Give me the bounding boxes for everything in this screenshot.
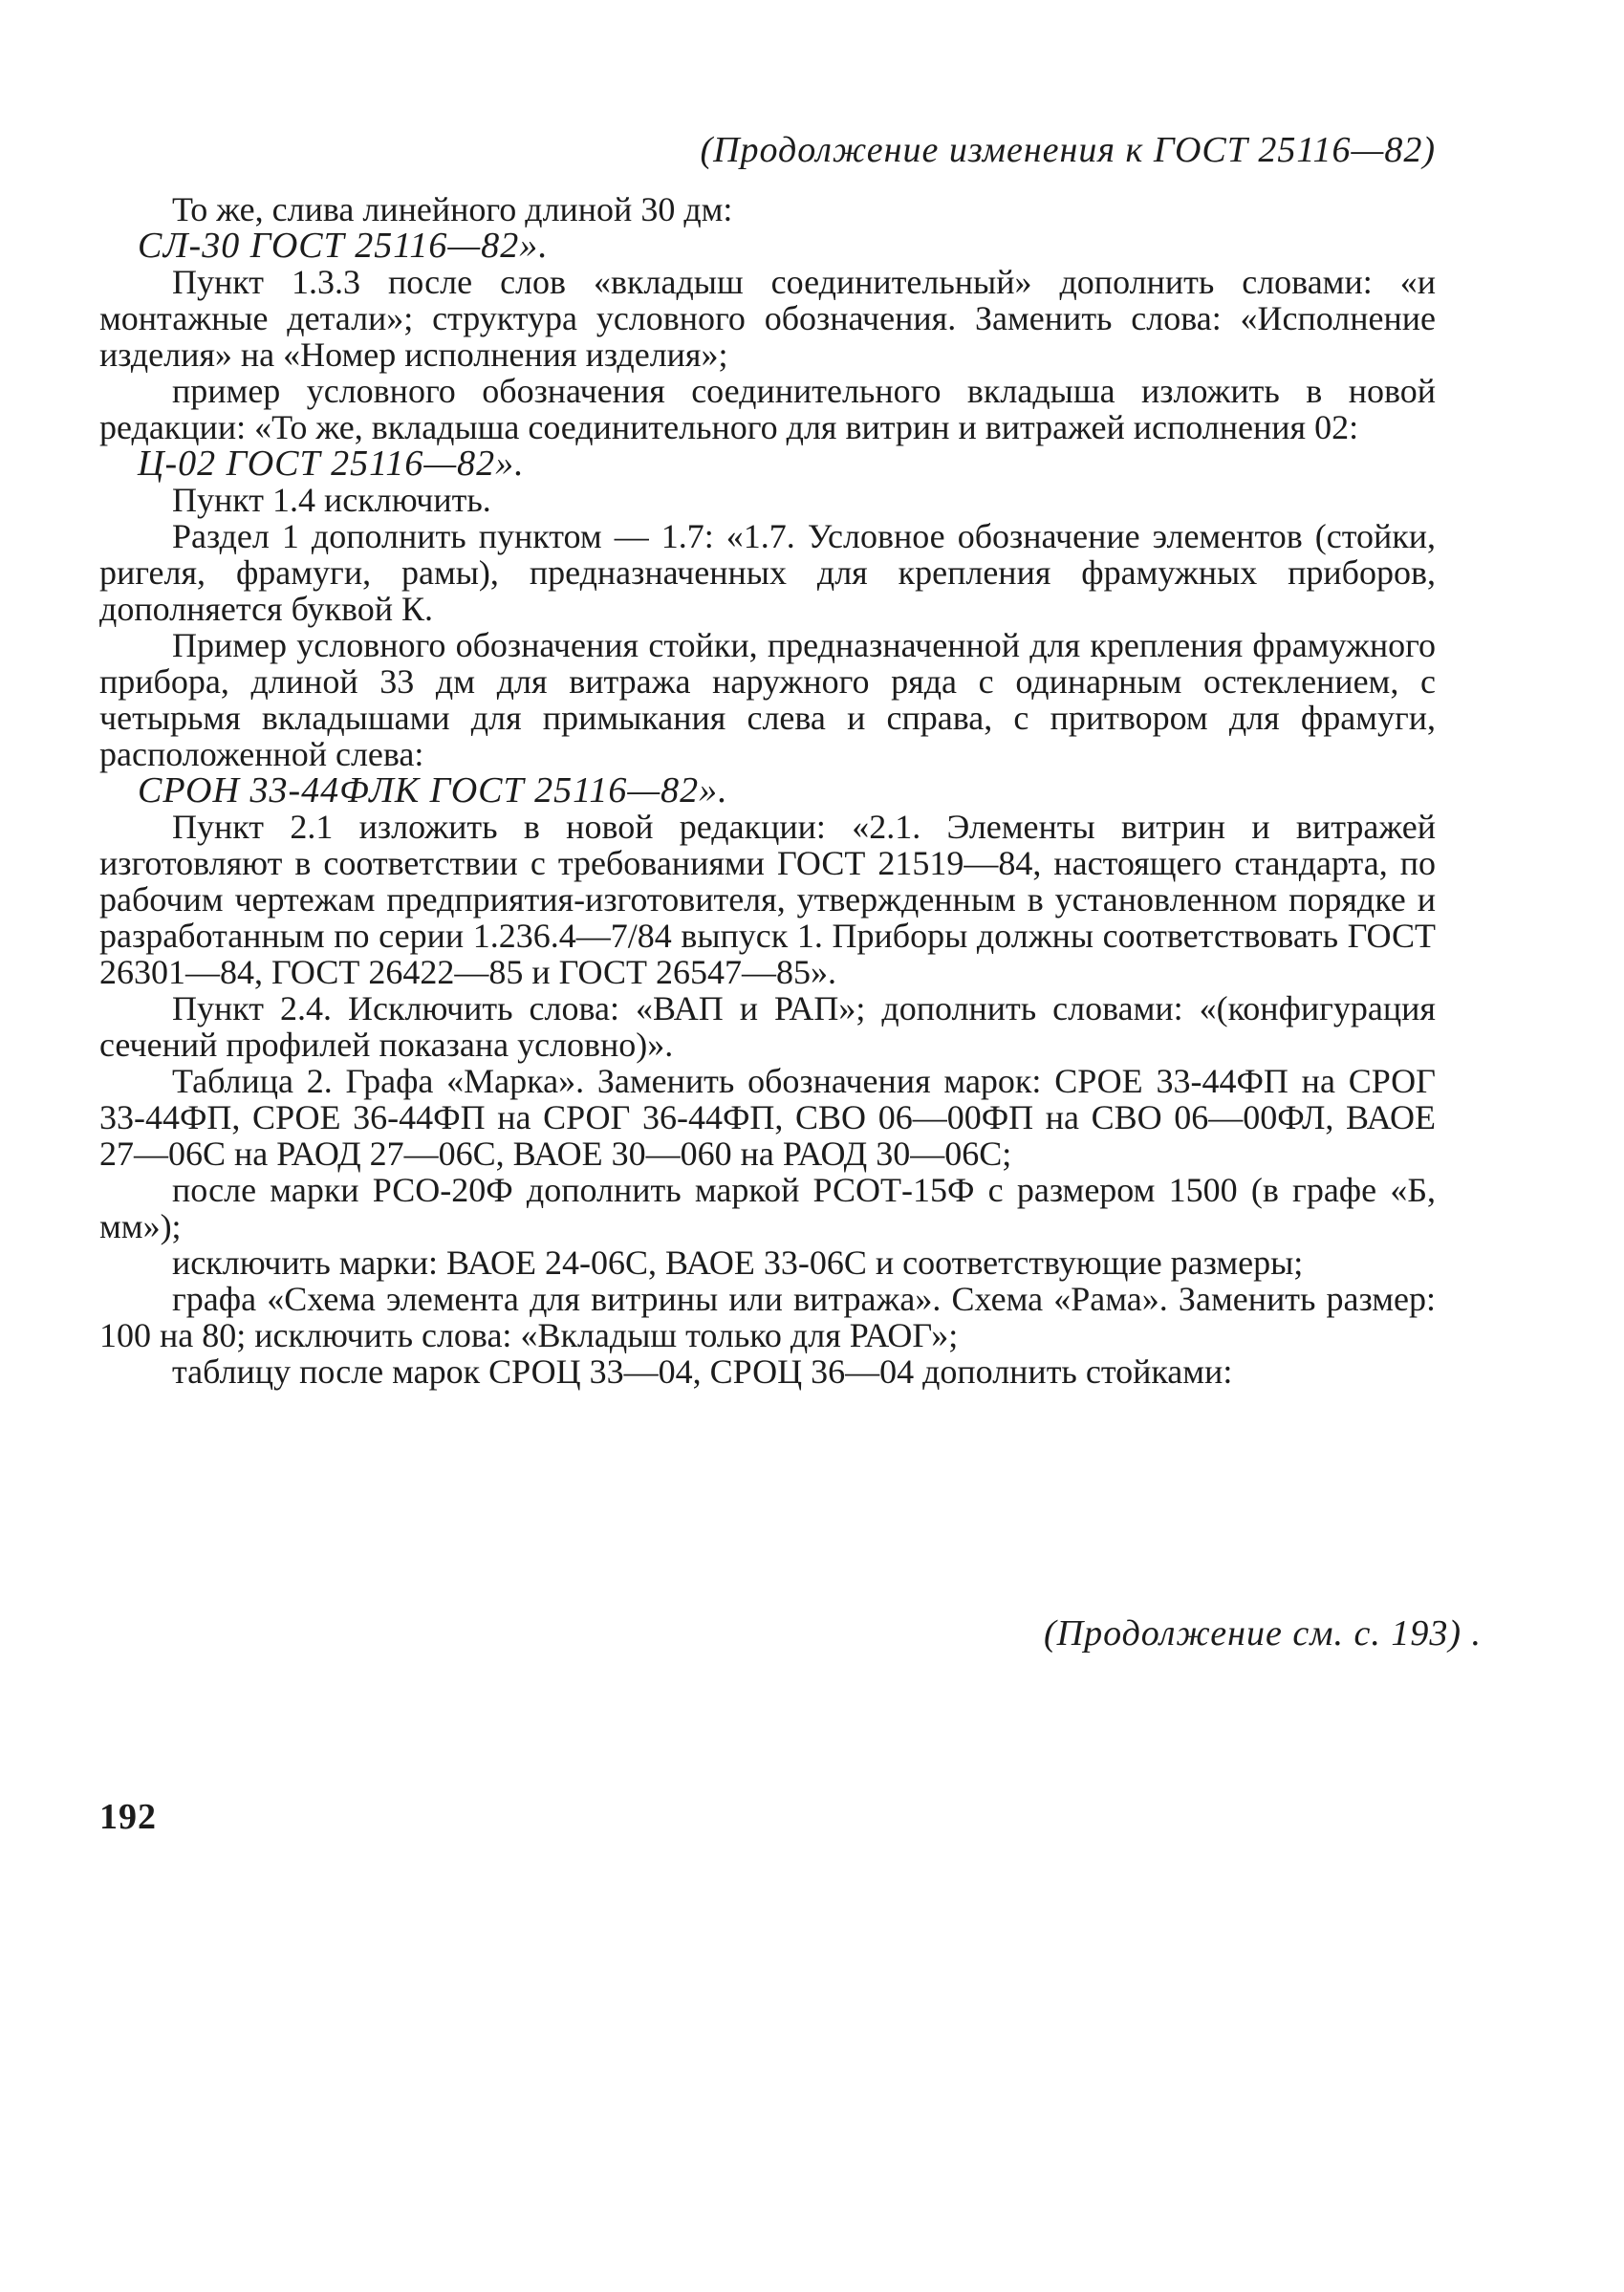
- paragraph: Раздел 1 дополнить пунктом — 1.7: «1.7. Условное обозначение элементов (стойки, ригеля, фрамуги, рамы), предназначенных для крепления фрамужных приборов, дополняется буквой К.: [99, 517, 1436, 628]
- designation-example: СЛ-30 ГОСТ 25116—82».: [138, 226, 549, 266]
- designation-example: СРОН 33-44ФЛК ГОСТ 25116—82».: [138, 770, 728, 811]
- paragraph: пример условного обозначения соединительного вкладыша изложить в новой редакции: «То же, вкладыша соединительного для витрин и витражей исполнения 02:: [99, 372, 1436, 446]
- page-number: 192: [99, 1797, 157, 1837]
- paragraph: Пункт 2.1 изложить в новой редакции: «2.1. Элементы витрин и витражей изготовляют в соответствии с требованиями ГОСТ 21519—84, настоящего стандарта, по рабочим чертежам предприятия-изготовителя, утвержденным в установленном порядке и разработанным по серии 1.236.4—7/84 выпуск 1. Приборы должны соответствовать ГОСТ 26301—84, ГОСТ 26422—85 и ГОСТ 26547—85».: [99, 808, 1436, 991]
- paragraph: Пункт 2.4. Исключить слова: «ВАП и РАП»; дополнить словами: «(конфигурация сечений профилей показана условно)».: [99, 989, 1436, 1064]
- paragraph: То же, слива линейного длиной 30 дм:: [172, 190, 733, 228]
- paragraph: Таблица 2. Графа «Марка». Заменить обозначения марок: СРОЕ 33-44ФП на СРОГ 33-44ФП, СРОЕ 36-44ФП на СРОГ 36-44ФП, СВО 06—00ФП на СВО 06—00ФЛ, ВАОЕ 27—06С на РАОД 27—06С, ВАОЕ 30—060 на РАОД 30—06С;: [99, 1062, 1436, 1173]
- designation-example: Ц-02 ГОСТ 25116—82».: [138, 443, 525, 484]
- paragraph: графа «Схема элемента для витрины или витража». Схема «Рама». Заменить размер: 100 на 80; исключить слова: «Вкладыш только для РАОГ»;: [99, 1280, 1436, 1354]
- document-body: [99, 191, 1436, 1390]
- continuation-header: (Продолжение изменения к ГОСТ 25116—82): [700, 130, 1436, 170]
- paragraph: Пункт 1.3.3 после слов «вкладыш соединительный» дополнить словами: «и монтажные детали»; структура условного обозначения. Заменить слова: «Исполнение изделия» на «Номер исполнения изделия»;: [99, 263, 1436, 374]
- paragraph: Пример условного обозначения стойки, предназначенной для крепления фрамужного прибора, длиной 33 дм для витража наружного ряда с одинарным остеклением, с четырьмя вкладышами для примыкания слева и справа, с притвором для фрамуги, расположенной слева:: [99, 626, 1436, 773]
- paragraph: таблицу после марок СРОЦ 33—04, СРОЦ 36—04 дополнить стойками:: [172, 1352, 1233, 1391]
- continuation-note: (Продолжение см. с. 193) .: [1043, 1613, 1482, 1654]
- paragraph: после марки РСО-20Ф дополнить маркой РСОТ-15Ф с размером 1500 (в графе «Б, мм»);: [99, 1171, 1436, 1245]
- paragraph: Пункт 1.4 исключить.: [172, 481, 491, 519]
- paragraph: исключить марки: ВАОЕ 24-06С, ВАОЕ 33-06С и соответствующие размеры;: [172, 1243, 1304, 1282]
